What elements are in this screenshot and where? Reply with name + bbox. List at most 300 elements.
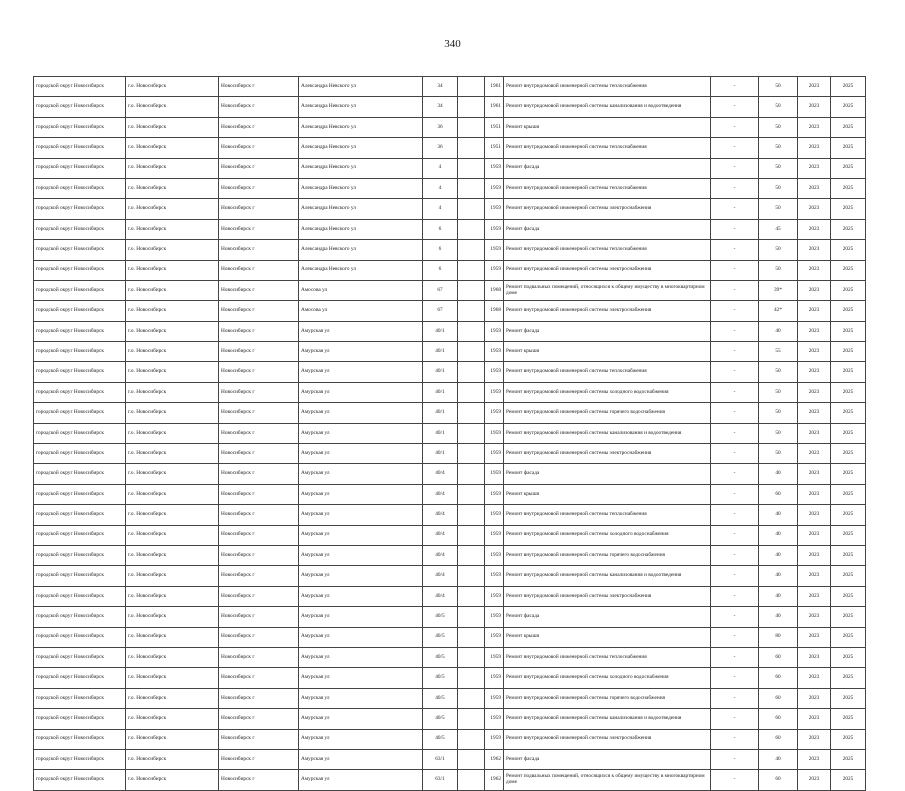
percent-cell: 55 (759, 342, 798, 362)
work-type-cell: Ремонт фасада (504, 607, 711, 627)
house-number-cell: 40/4 (423, 586, 458, 606)
building-cell (458, 627, 485, 647)
district-cell: г.о. Новосибирск (126, 729, 219, 749)
building-cell (458, 545, 485, 565)
start-year-cell: 2023 (798, 138, 831, 158)
year-cell: 1961 (485, 77, 504, 97)
district-cell: г.о. Новосибирск (126, 280, 219, 300)
work-type-cell: Ремонт внутридомовой инженерной системы электроснабжения (504, 444, 711, 464)
extra-cell: - (711, 647, 759, 667)
locality-cell: Новосибирск г (219, 688, 299, 708)
building-cell (458, 566, 485, 586)
house-number-cell: 63/1 (423, 770, 458, 790)
percent-cell: 40 (759, 607, 798, 627)
year-cell: 1959 (485, 668, 504, 688)
percent-cell: 50 (759, 403, 798, 423)
street-cell: Александра Невского ул (299, 199, 423, 219)
table-row (34, 505, 866, 525)
end-year-cell: 2025 (831, 77, 866, 97)
extra-cell: - (711, 178, 759, 198)
locality-cell: Новосибирск г (219, 484, 299, 504)
extra-cell: - (711, 668, 759, 688)
year-cell: 1959 (485, 321, 504, 341)
district-cell: г.о. Новосибирск (126, 525, 219, 545)
table-row (34, 770, 866, 790)
locality-cell: Новосибирск г (219, 709, 299, 729)
page-number: 340 (444, 38, 461, 50)
street-cell: Амурская ул (299, 382, 423, 402)
work-type-cell: Ремонт внутридомовой инженерной системы теплоснабжения (504, 505, 711, 525)
year-cell: 1959 (485, 464, 504, 484)
extra-cell: - (711, 240, 759, 260)
municipality-cell: городской округ Новосибирск (34, 444, 126, 464)
district-cell: г.о. Новосибирск (126, 709, 219, 729)
street-cell: Александра Невского ул (299, 178, 423, 198)
percent-cell: 40 (759, 749, 798, 769)
building-cell (458, 709, 485, 729)
end-year-cell: 2025 (831, 566, 866, 586)
municipality-cell: городской округ Новосибирск (34, 709, 126, 729)
house-number-cell: 40/4 (423, 505, 458, 525)
municipality-cell: городской округ Новосибирск (34, 525, 126, 545)
table-row (34, 607, 866, 627)
municipality-cell: городской округ Новосибирск (34, 321, 126, 341)
municipality-cell: городской округ Новосибирск (34, 403, 126, 423)
start-year-cell: 2023 (798, 770, 831, 790)
municipality-cell: городской округ Новосибирск (34, 382, 126, 402)
table-row (34, 342, 866, 362)
start-year-cell: 2023 (798, 647, 831, 667)
end-year-cell: 2025 (831, 505, 866, 525)
table-row (34, 219, 866, 239)
start-year-cell: 2023 (798, 444, 831, 464)
extra-cell: - (711, 688, 759, 708)
work-type-cell: Ремонт внутридомовой инженерной системы электроснабжения (504, 199, 711, 219)
building-cell (458, 688, 485, 708)
year-cell: 1959 (485, 158, 504, 178)
start-year-cell: 2023 (798, 77, 831, 97)
end-year-cell: 2025 (831, 668, 866, 688)
percent-cell: 50 (759, 423, 798, 443)
year-cell: 1959 (485, 647, 504, 667)
percent-cell: 45 (759, 219, 798, 239)
work-type-cell: Ремонт внутридомовой инженерной системы теплоснабжения (504, 362, 711, 382)
house-number-cell: 34 (423, 97, 458, 117)
building-cell (458, 199, 485, 219)
work-type-cell: Ремонт внутридомовой инженерной системы теплоснабжения (504, 240, 711, 260)
work-type-cell: Ремонт внутридомовой инженерной системы теплоснабжения (504, 138, 711, 158)
locality-cell: Новосибирск г (219, 647, 299, 667)
building-cell (458, 240, 485, 260)
locality-cell: Новосибирск г (219, 280, 299, 300)
start-year-cell: 2023 (798, 362, 831, 382)
start-year-cell: 2023 (798, 97, 831, 117)
municipality-cell: городской округ Новосибирск (34, 464, 126, 484)
street-cell: Александра Невского ул (299, 260, 423, 280)
table-row (34, 668, 866, 688)
percent-cell: 60 (759, 729, 798, 749)
building-cell (458, 158, 485, 178)
table-row (34, 403, 866, 423)
municipality-cell: городской округ Новосибирск (34, 607, 126, 627)
house-number-cell: 6 (423, 240, 458, 260)
year-cell: 1959 (485, 545, 504, 565)
house-number-cell: 40/1 (423, 444, 458, 464)
extra-cell: - (711, 423, 759, 443)
locality-cell: Новосибирск г (219, 342, 299, 362)
extra-cell: - (711, 566, 759, 586)
locality-cell: Новосибирск г (219, 627, 299, 647)
end-year-cell: 2025 (831, 321, 866, 341)
street-cell: Александра Невского ул (299, 117, 423, 137)
municipality-cell: городской округ Новосибирск (34, 219, 126, 239)
district-cell: г.о. Новосибирск (126, 178, 219, 198)
street-cell: Амурская ул (299, 729, 423, 749)
table-body (34, 77, 866, 791)
district-cell: г.о. Новосибирск (126, 607, 219, 627)
table-row (34, 138, 866, 158)
street-cell: Амурская ул (299, 770, 423, 790)
year-cell: 1959 (485, 219, 504, 239)
building-cell (458, 484, 485, 504)
district-cell: г.о. Новосибирск (126, 117, 219, 137)
work-type-cell: Ремонт внутридомовой инженерной системы электроснабжения (504, 301, 711, 321)
district-cell: г.о. Новосибирск (126, 158, 219, 178)
extra-cell: - (711, 484, 759, 504)
municipality-cell: городской округ Новосибирск (34, 280, 126, 300)
house-number-cell: 6 (423, 219, 458, 239)
end-year-cell: 2025 (831, 749, 866, 769)
house-number-cell: 4 (423, 158, 458, 178)
street-cell: Александра Невского ул (299, 240, 423, 260)
house-number-cell: 67 (423, 301, 458, 321)
building-cell (458, 586, 485, 606)
year-cell: 1959 (485, 403, 504, 423)
work-type-cell: Ремонт внутридомовой инженерной системы электроснабжения (504, 260, 711, 280)
year-cell: 1961 (485, 97, 504, 117)
start-year-cell: 2023 (798, 607, 831, 627)
start-year-cell: 2023 (798, 505, 831, 525)
locality-cell: Новосибирск г (219, 178, 299, 198)
district-cell: г.о. Новосибирск (126, 382, 219, 402)
district-cell: г.о. Новосибирск (126, 240, 219, 260)
work-type-cell: Ремонт фасада (504, 158, 711, 178)
extra-cell: - (711, 97, 759, 117)
locality-cell: Новосибирск г (219, 138, 299, 158)
start-year-cell: 2023 (798, 199, 831, 219)
start-year-cell: 2023 (798, 178, 831, 198)
street-cell: Амурская ул (299, 505, 423, 525)
year-cell: 1959 (485, 525, 504, 545)
building-cell (458, 260, 485, 280)
percent-cell: 80 (759, 627, 798, 647)
municipality-cell: городской округ Новосибирск (34, 199, 126, 219)
street-cell: Амурская ул (299, 403, 423, 423)
building-cell (458, 117, 485, 137)
work-type-cell: Ремонт внутридомовой инженерной системы теплоснабжения (504, 178, 711, 198)
start-year-cell: 2023 (798, 423, 831, 443)
table-row (34, 321, 866, 341)
start-year-cell: 2023 (798, 586, 831, 606)
percent-cell: 60 (759, 484, 798, 504)
municipality-cell: городской округ Новосибирск (34, 688, 126, 708)
district-cell: г.о. Новосибирск (126, 444, 219, 464)
start-year-cell: 2023 (798, 321, 831, 341)
table-row (34, 525, 866, 545)
building-cell (458, 464, 485, 484)
locality-cell: Новосибирск г (219, 403, 299, 423)
house-number-cell: 40/5 (423, 607, 458, 627)
table-row (34, 647, 866, 667)
end-year-cell: 2025 (831, 484, 866, 504)
end-year-cell: 2025 (831, 382, 866, 402)
extra-cell: - (711, 199, 759, 219)
locality-cell: Новосибирск г (219, 749, 299, 769)
year-cell: 1959 (485, 362, 504, 382)
start-year-cell: 2023 (798, 382, 831, 402)
year-cell: 1951 (485, 117, 504, 137)
locality-cell: Новосибирск г (219, 423, 299, 443)
work-type-cell: Ремонт фасада (504, 321, 711, 341)
extra-cell: - (711, 545, 759, 565)
end-year-cell: 2025 (831, 240, 866, 260)
table-row (34, 545, 866, 565)
locality-cell: Новосибирск г (219, 219, 299, 239)
percent-cell: 40 (759, 505, 798, 525)
street-cell: Амурская ул (299, 709, 423, 729)
building-cell (458, 505, 485, 525)
work-type-cell: Ремонт фасада (504, 749, 711, 769)
building-cell (458, 770, 485, 790)
house-number-cell: 40/4 (423, 464, 458, 484)
district-cell: г.о. Новосибирск (126, 566, 219, 586)
extra-cell: - (711, 158, 759, 178)
building-cell (458, 403, 485, 423)
work-type-cell: Ремонт внутридомовой инженерной системы канализования и водоотведения (504, 709, 711, 729)
table-row (34, 97, 866, 117)
house-number-cell: 4 (423, 199, 458, 219)
house-number-cell: 40/5 (423, 688, 458, 708)
end-year-cell: 2025 (831, 342, 866, 362)
start-year-cell: 2023 (798, 403, 831, 423)
year-cell: 1968 (485, 280, 504, 300)
locality-cell: Новосибирск г (219, 158, 299, 178)
start-year-cell: 2023 (798, 668, 831, 688)
percent-cell: 60 (759, 647, 798, 667)
municipality-cell: городской округ Новосибирск (34, 423, 126, 443)
year-cell: 1959 (485, 484, 504, 504)
district-cell: г.о. Новосибирск (126, 219, 219, 239)
municipality-cell: городской округ Новосибирск (34, 586, 126, 606)
street-cell: Амосова ул (299, 301, 423, 321)
work-type-cell: Ремонт внутридомовой инженерной системы холодного водоснабжения (504, 525, 711, 545)
extra-cell: - (711, 729, 759, 749)
year-cell: 1959 (485, 709, 504, 729)
end-year-cell: 2025 (831, 647, 866, 667)
year-cell: 1959 (485, 178, 504, 198)
house-number-cell: 63/1 (423, 749, 458, 769)
percent-cell: 40 (759, 321, 798, 341)
extra-cell: - (711, 382, 759, 402)
work-type-cell: Ремонт фасада (504, 464, 711, 484)
house-number-cell: 4 (423, 178, 458, 198)
start-year-cell: 2023 (798, 464, 831, 484)
work-type-cell: Ремонт внутридомовой инженерной системы канализования и водоотведения (504, 566, 711, 586)
end-year-cell: 2025 (831, 607, 866, 627)
building-cell (458, 342, 485, 362)
table-row (34, 464, 866, 484)
year-cell: 1962 (485, 749, 504, 769)
percent-cell: 50 (759, 362, 798, 382)
table-row (34, 178, 866, 198)
building-cell (458, 138, 485, 158)
street-cell: Александра Невского ул (299, 158, 423, 178)
start-year-cell: 2023 (798, 301, 831, 321)
street-cell: Амурская ул (299, 342, 423, 362)
year-cell: 1959 (485, 729, 504, 749)
percent-cell: 40 (759, 586, 798, 606)
locality-cell: Новосибирск г (219, 729, 299, 749)
percent-cell: 60 (759, 668, 798, 688)
percent-cell: 39* (759, 280, 798, 300)
table-row (34, 444, 866, 464)
extra-cell: - (711, 403, 759, 423)
building-cell (458, 321, 485, 341)
start-year-cell: 2023 (798, 709, 831, 729)
district-cell: г.о. Новосибирск (126, 199, 219, 219)
work-type-cell: Ремонт внутридомовой инженерной системы холодного водоснабжения (504, 668, 711, 688)
building-cell (458, 647, 485, 667)
municipality-cell: городской округ Новосибирск (34, 77, 126, 97)
percent-cell: 50 (759, 138, 798, 158)
locality-cell: Новосибирск г (219, 607, 299, 627)
street-cell: Амурская ул (299, 749, 423, 769)
house-number-cell: 40/5 (423, 647, 458, 667)
street-cell: Амурская ул (299, 627, 423, 647)
end-year-cell: 2025 (831, 178, 866, 198)
district-cell: г.о. Новосибирск (126, 627, 219, 647)
municipality-cell: городской округ Новосибирск (34, 545, 126, 565)
end-year-cell: 2025 (831, 423, 866, 443)
municipality-cell: городской округ Новосибирск (34, 138, 126, 158)
start-year-cell: 2023 (798, 280, 831, 300)
end-year-cell: 2025 (831, 301, 866, 321)
end-year-cell: 2025 (831, 362, 866, 382)
district-cell: г.о. Новосибирск (126, 321, 219, 341)
table-row (34, 749, 866, 769)
start-year-cell: 2023 (798, 627, 831, 647)
end-year-cell: 2025 (831, 158, 866, 178)
locality-cell: Новосибирск г (219, 362, 299, 382)
work-type-cell: Ремонт крыши (504, 117, 711, 137)
end-year-cell: 2025 (831, 770, 866, 790)
work-type-cell: Ремонт внутридомовой инженерной системы горячего водоснабжения (504, 545, 711, 565)
district-cell: г.о. Новосибирск (126, 342, 219, 362)
work-type-cell: Ремонт внутридомовой инженерной системы холодного водоснабжения (504, 382, 711, 402)
extra-cell: - (711, 770, 759, 790)
locality-cell: Новосибирск г (219, 321, 299, 341)
end-year-cell: 2025 (831, 280, 866, 300)
district-cell: г.о. Новосибирск (126, 505, 219, 525)
locality-cell: Новосибирск г (219, 240, 299, 260)
municipality-cell: городской округ Новосибирск (34, 627, 126, 647)
house-number-cell: 40/1 (423, 342, 458, 362)
building-cell (458, 97, 485, 117)
percent-cell: 40 (759, 545, 798, 565)
street-cell: Амурская ул (299, 607, 423, 627)
table-row (34, 566, 866, 586)
percent-cell: 50 (759, 382, 798, 402)
house-number-cell: 40/1 (423, 321, 458, 341)
street-cell: Амурская ул (299, 484, 423, 504)
municipality-cell: городской округ Новосибирск (34, 566, 126, 586)
extra-cell: - (711, 321, 759, 341)
extra-cell: - (711, 464, 759, 484)
extra-cell: - (711, 586, 759, 606)
street-cell: Амосова ул (299, 280, 423, 300)
district-cell: г.о. Новосибирск (126, 301, 219, 321)
extra-cell: - (711, 362, 759, 382)
house-number-cell: 40/1 (423, 403, 458, 423)
extra-cell: - (711, 260, 759, 280)
locality-cell: Новосибирск г (219, 668, 299, 688)
locality-cell: Новосибирск г (219, 770, 299, 790)
start-year-cell: 2023 (798, 219, 831, 239)
year-cell: 1959 (485, 688, 504, 708)
building-cell (458, 444, 485, 464)
street-cell: Амурская ул (299, 444, 423, 464)
end-year-cell: 2025 (831, 709, 866, 729)
extra-cell: - (711, 117, 759, 137)
percent-cell: 50 (759, 97, 798, 117)
house-number-cell: 40/5 (423, 668, 458, 688)
building-cell (458, 382, 485, 402)
district-cell: г.о. Новосибирск (126, 770, 219, 790)
year-cell: 1959 (485, 382, 504, 402)
building-cell (458, 77, 485, 97)
year-cell: 1959 (485, 607, 504, 627)
extra-cell: - (711, 219, 759, 239)
percent-cell: 50 (759, 199, 798, 219)
table-row (34, 77, 866, 97)
municipality-cell: городской округ Новосибирск (34, 240, 126, 260)
end-year-cell: 2025 (831, 688, 866, 708)
building-cell (458, 362, 485, 382)
locality-cell: Новосибирск г (219, 444, 299, 464)
percent-cell: 50 (759, 117, 798, 137)
work-type-cell: Ремонт подвальных помещений, относящихся к общему имуществу в многоквартирном доме (504, 770, 711, 790)
house-number-cell: 6 (423, 260, 458, 280)
end-year-cell: 2025 (831, 627, 866, 647)
building-cell (458, 219, 485, 239)
district-cell: г.о. Новосибирск (126, 586, 219, 606)
house-number-cell: 36 (423, 138, 458, 158)
work-type-cell: Ремонт крыши (504, 342, 711, 362)
municipality-cell: городской округ Новосибирск (34, 97, 126, 117)
house-number-cell: 40/5 (423, 709, 458, 729)
street-cell: Амурская ул (299, 423, 423, 443)
street-cell: Александра Невского ул (299, 97, 423, 117)
table-row (34, 260, 866, 280)
end-year-cell: 2025 (831, 464, 866, 484)
work-type-cell: Ремонт внутридомовой инженерной системы теплоснабжения (504, 77, 711, 97)
street-cell: Амурская ул (299, 545, 423, 565)
locality-cell: Новосибирск г (219, 97, 299, 117)
table-row (34, 117, 866, 137)
street-cell: Амурская ул (299, 362, 423, 382)
extra-cell: - (711, 709, 759, 729)
locality-cell: Новосибирск г (219, 77, 299, 97)
